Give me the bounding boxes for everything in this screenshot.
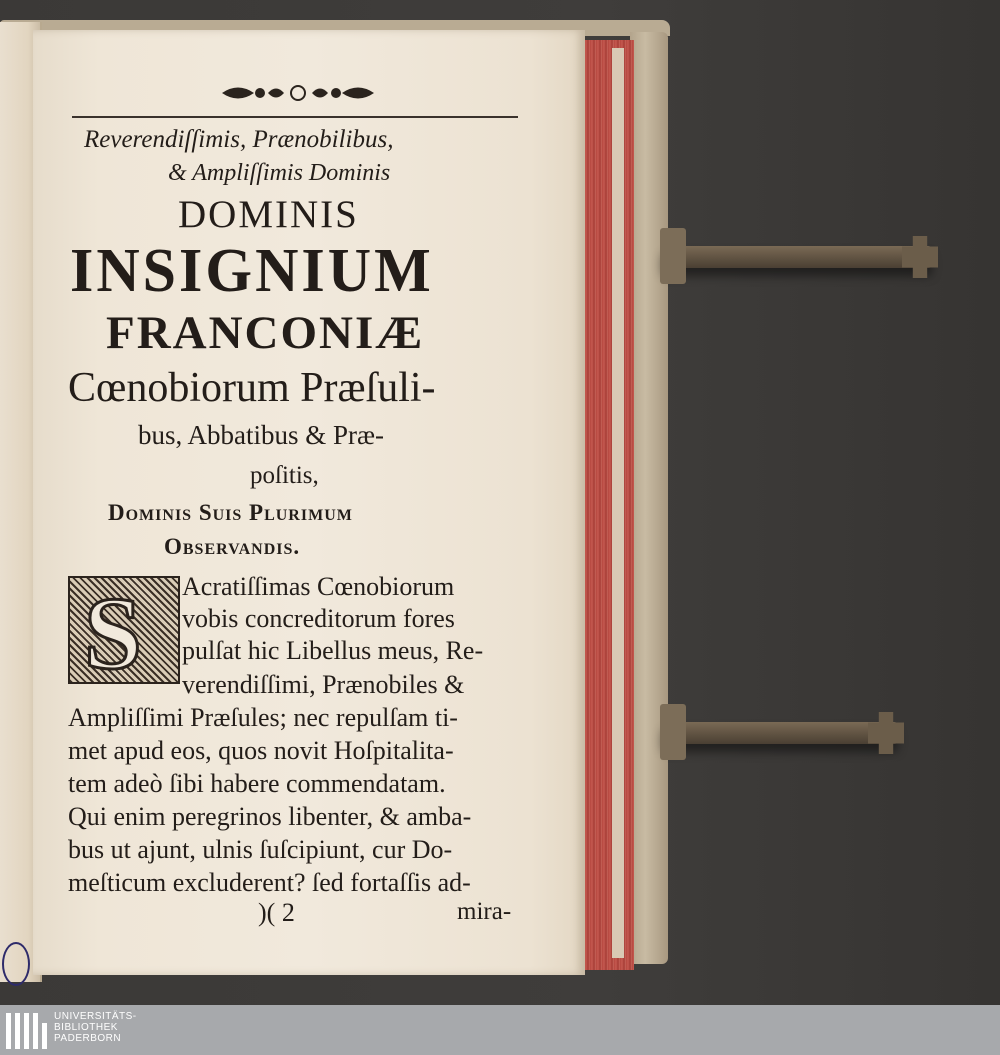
title-line-4: Cœnobiorum Præſuli-: [68, 365, 436, 411]
library-name-line-1: UNIVERSITÄTS-: [54, 1011, 137, 1022]
body-line: Qui enim peregrinos libenter, & amba-: [68, 802, 472, 831]
decorated-initial: [68, 576, 180, 691]
body-line: met apud eos, quos novit Hoſpitalita-: [68, 736, 454, 765]
title-line-1: DOMINIS: [178, 193, 359, 236]
title-line-8: Observandis.: [164, 534, 301, 559]
body-line: verendiſſimi, Prænobiles &: [182, 670, 465, 699]
library-name: [54, 1011, 137, 1044]
library-name-line-2: BIBLIOTHEK: [54, 1022, 118, 1033]
library-stamp: [2, 942, 30, 986]
clasp-end: [868, 712, 904, 754]
title-line-3: FRANCONIÆ: [106, 307, 425, 359]
signature-mark: )( 2: [258, 898, 295, 927]
title-line-6: poſitis,: [250, 462, 319, 489]
library-name-line-3: PADERBORN: [54, 1033, 122, 1044]
body-line: Acratiſſimas Cœnobiorum: [182, 572, 455, 601]
body-line: tem adeò ſibi habere commendatam.: [68, 769, 446, 798]
body-line: meſticum excluderent? ſed fortaſſis ad-: [68, 868, 471, 897]
clasp-hinge: [660, 228, 686, 284]
book-cover-board: [630, 32, 668, 964]
metal-clasp-upper: [662, 246, 932, 268]
body-line: Ampliſſimi Præſules; nec repulſam ti-: [68, 703, 458, 732]
dedication-line-1: Reverendiſſimis, Prænobilibus,: [84, 126, 394, 153]
title-line-7: Dominis Suis Plurimum: [108, 500, 353, 525]
dedication-line-2: & Ampliſſimis Dominis: [168, 160, 391, 186]
body-line: vobis concreditorum fores: [182, 604, 455, 633]
fore-edge-inner: [612, 48, 624, 958]
university-library-logo-icon: [6, 1013, 50, 1049]
title-line-5: bus, Abbatibus & Præ-: [138, 420, 385, 450]
head-ornament: [218, 78, 378, 108]
metal-clasp-lower: [662, 722, 898, 744]
head-rule: [72, 116, 518, 118]
clasp-hinge: [660, 704, 686, 760]
body-line: pulſat hic Libellus meus, Re-: [182, 636, 484, 665]
clasp-end: [902, 236, 938, 278]
footer-bar: [0, 1005, 1000, 1055]
title-line-2: INSIGNIUM: [70, 235, 434, 305]
catchword: mira-: [457, 898, 512, 925]
body-line: bus ut ajunt, ulnis ſuſcipiunt, cur Do-: [68, 835, 453, 864]
red-fore-edge: [584, 40, 634, 970]
initial-letter: S: [84, 576, 142, 691]
